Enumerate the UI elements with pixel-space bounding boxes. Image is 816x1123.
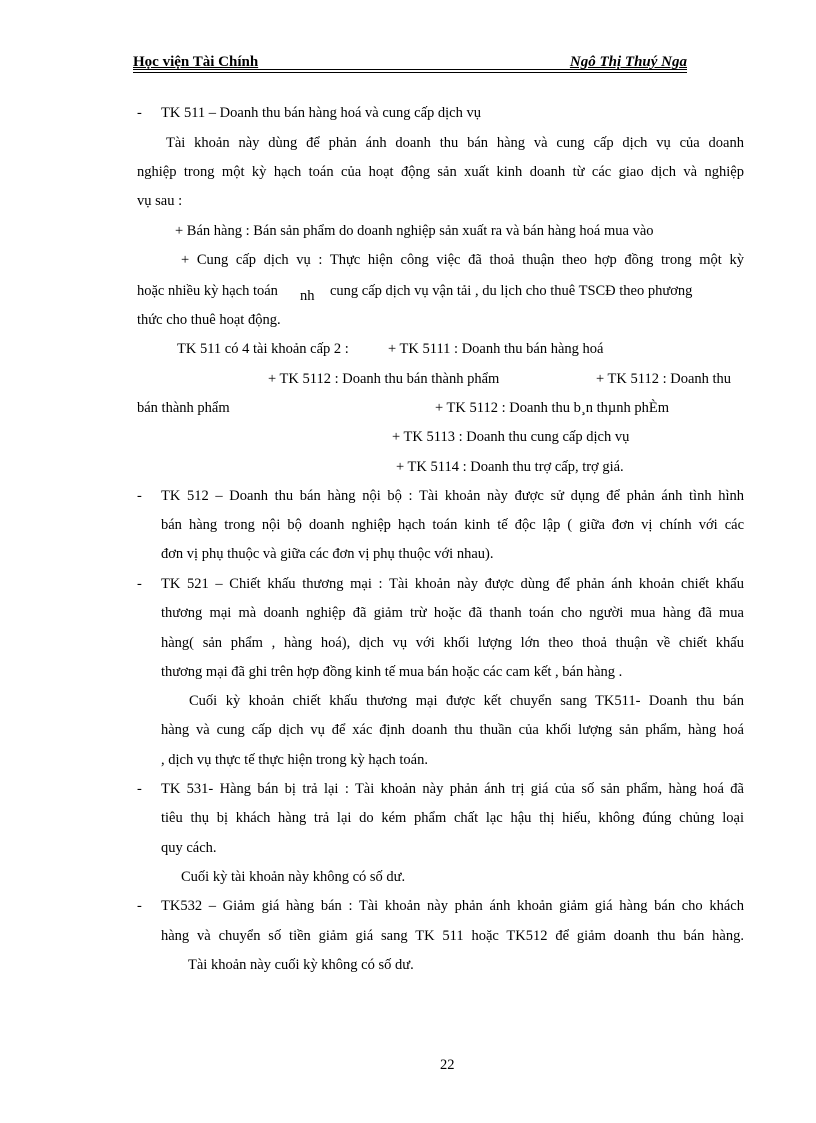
paragraph-line: tiêu thụ bị khách hàng trả lại do kém phẩm chất lạc hậu thị hiếu, không đúng chủng loại <box>161 810 744 826</box>
item-tk511-heading: TK 511 – Doanh thu bán hàng hoá và cung cấp dịch vụ <box>161 105 481 121</box>
paragraph-line: thương mại đã ghi trên hợp đồng kinh tế mua bán hoặc các cam kết , bán hàng . <box>161 664 623 680</box>
paragraph-line: TK 511 có 4 tài khoản cấp 2 : <box>177 341 349 357</box>
page-number: 22 <box>440 1057 455 1073</box>
paragraph-line: hàng và cung cấp dịch vụ để xác định doanh thu thuần của khối lượng sản phẩm, hàng hoá <box>161 722 744 738</box>
bullet-dash: - <box>137 781 142 797</box>
stray-text: nh <box>300 288 315 304</box>
paragraph-line: quy cách. <box>161 840 217 856</box>
paragraph-line: cung cấp dịch vụ vận tải , du lịch cho thuê TSCĐ theo phương <box>330 283 693 299</box>
paragraph-line: thương mại mà doanh nghiệp đã giảm trừ hoặc đã thanh toán cho người mua hàng đã mua <box>161 605 744 621</box>
paragraph-line: hoặc nhiều kỳ hạch toán <box>137 283 278 299</box>
header-author: Ngô Thị Thuý Nga <box>569 54 687 70</box>
paragraph-line: bán hàng trong nội bộ doanh nghiệp hạch toán kinh tế độc lập ( giữa đơn vị chính với các <box>161 517 744 533</box>
paragraph-line: Tài khoản này dùng để phản ánh doanh thu bán hàng và cung cấp dịch vụ của doanh <box>166 135 744 151</box>
item-tk532-heading: TK532 – Giảm giá hàng bán : Tài khoản này phản ánh khoản giảm giá hàng bán cho khách <box>161 898 744 914</box>
paragraph-line: hàng và chuyển số tiền giảm giá sang TK 511 hoặc TK512 để giảm doanh thu bán hàng. <box>161 928 744 944</box>
header-rule <box>133 69 687 70</box>
item-tk531-heading: TK 531- Hàng bán bị trả lại : Tài khoản này phản ánh trị giá của số sản phẩm, hàng hoá đã <box>161 781 744 797</box>
bullet-dash: - <box>137 576 142 592</box>
paragraph-line: Cuối kỳ khoản chiết khấu thương mại được kết chuyển sang TK511- Doanh thu bán <box>189 693 744 709</box>
bullet-dash: - <box>137 105 142 121</box>
header-institution: Học viện Tài Chính <box>133 54 259 70</box>
paragraph-line: , dịch vụ thực tế thực hiện trong kỳ hạch toán. <box>161 752 428 768</box>
paragraph-line: Tài khoản này cuối kỳ không có số dư. <box>188 957 414 973</box>
paragraph-line: hàng( sản phẩm , hàng hoá), dịch vụ với khối lượng lớn theo thoả thuận về chiết khấu <box>161 635 744 651</box>
account-line: + TK 5111 : Doanh thu bán hàng hoá <box>388 341 604 357</box>
account-line: + TK 5112 : Doanh thu b¸n thµnh phÈm <box>435 400 670 416</box>
account-line: + TK 5114 : Doanh thu trợ cấp, trợ giá. <box>396 459 624 475</box>
paragraph-line: vụ sau : <box>137 193 183 209</box>
item-tk521-heading: TK 521 – Chiết khấu thương mại : Tài khoản này được dùng để phản ánh khoản chiết khấu <box>161 576 744 592</box>
account-line: + TK 5112 : Doanh thu bán thành phẩm <box>268 371 500 387</box>
paragraph-line: đơn vị phụ thuộc và giữa các đơn vị phụ thuộc với nhau). <box>161 546 494 562</box>
paragraph-line: nghiệp trong một kỳ hạch toán của hoạt động sản xuất kinh doanh từ các giao dịch và nghiệp <box>137 164 744 180</box>
bullet-dash: - <box>137 898 142 914</box>
account-line: + TK 5112 : Doanh thu <box>596 371 732 387</box>
paragraph-line: + Bán hàng : Bán sản phẩm do doanh nghiệp sản xuất ra và bán hàng hoá mua vào <box>175 223 654 239</box>
bullet-dash: - <box>137 488 142 504</box>
header-rule-double <box>133 72 687 73</box>
paragraph-line: thức cho thuê hoạt động. <box>137 312 281 328</box>
item-tk512-heading: TK 512 – Doanh thu bán hàng nội bộ : Tài khoản này được sử dụng để phản ánh tình hình <box>161 488 744 504</box>
paragraph-line: + Cung cấp dịch vụ : Thực hiện công việc đã thoả thuận theo hợp đồng trong một kỳ <box>181 252 744 268</box>
account-line: + TK 5113 : Doanh thu cung cấp dịch vụ <box>392 429 630 445</box>
paragraph-line: Cuối kỳ tài khoản này không có số dư. <box>181 869 406 885</box>
account-line: bán thành phẩm <box>137 400 230 416</box>
